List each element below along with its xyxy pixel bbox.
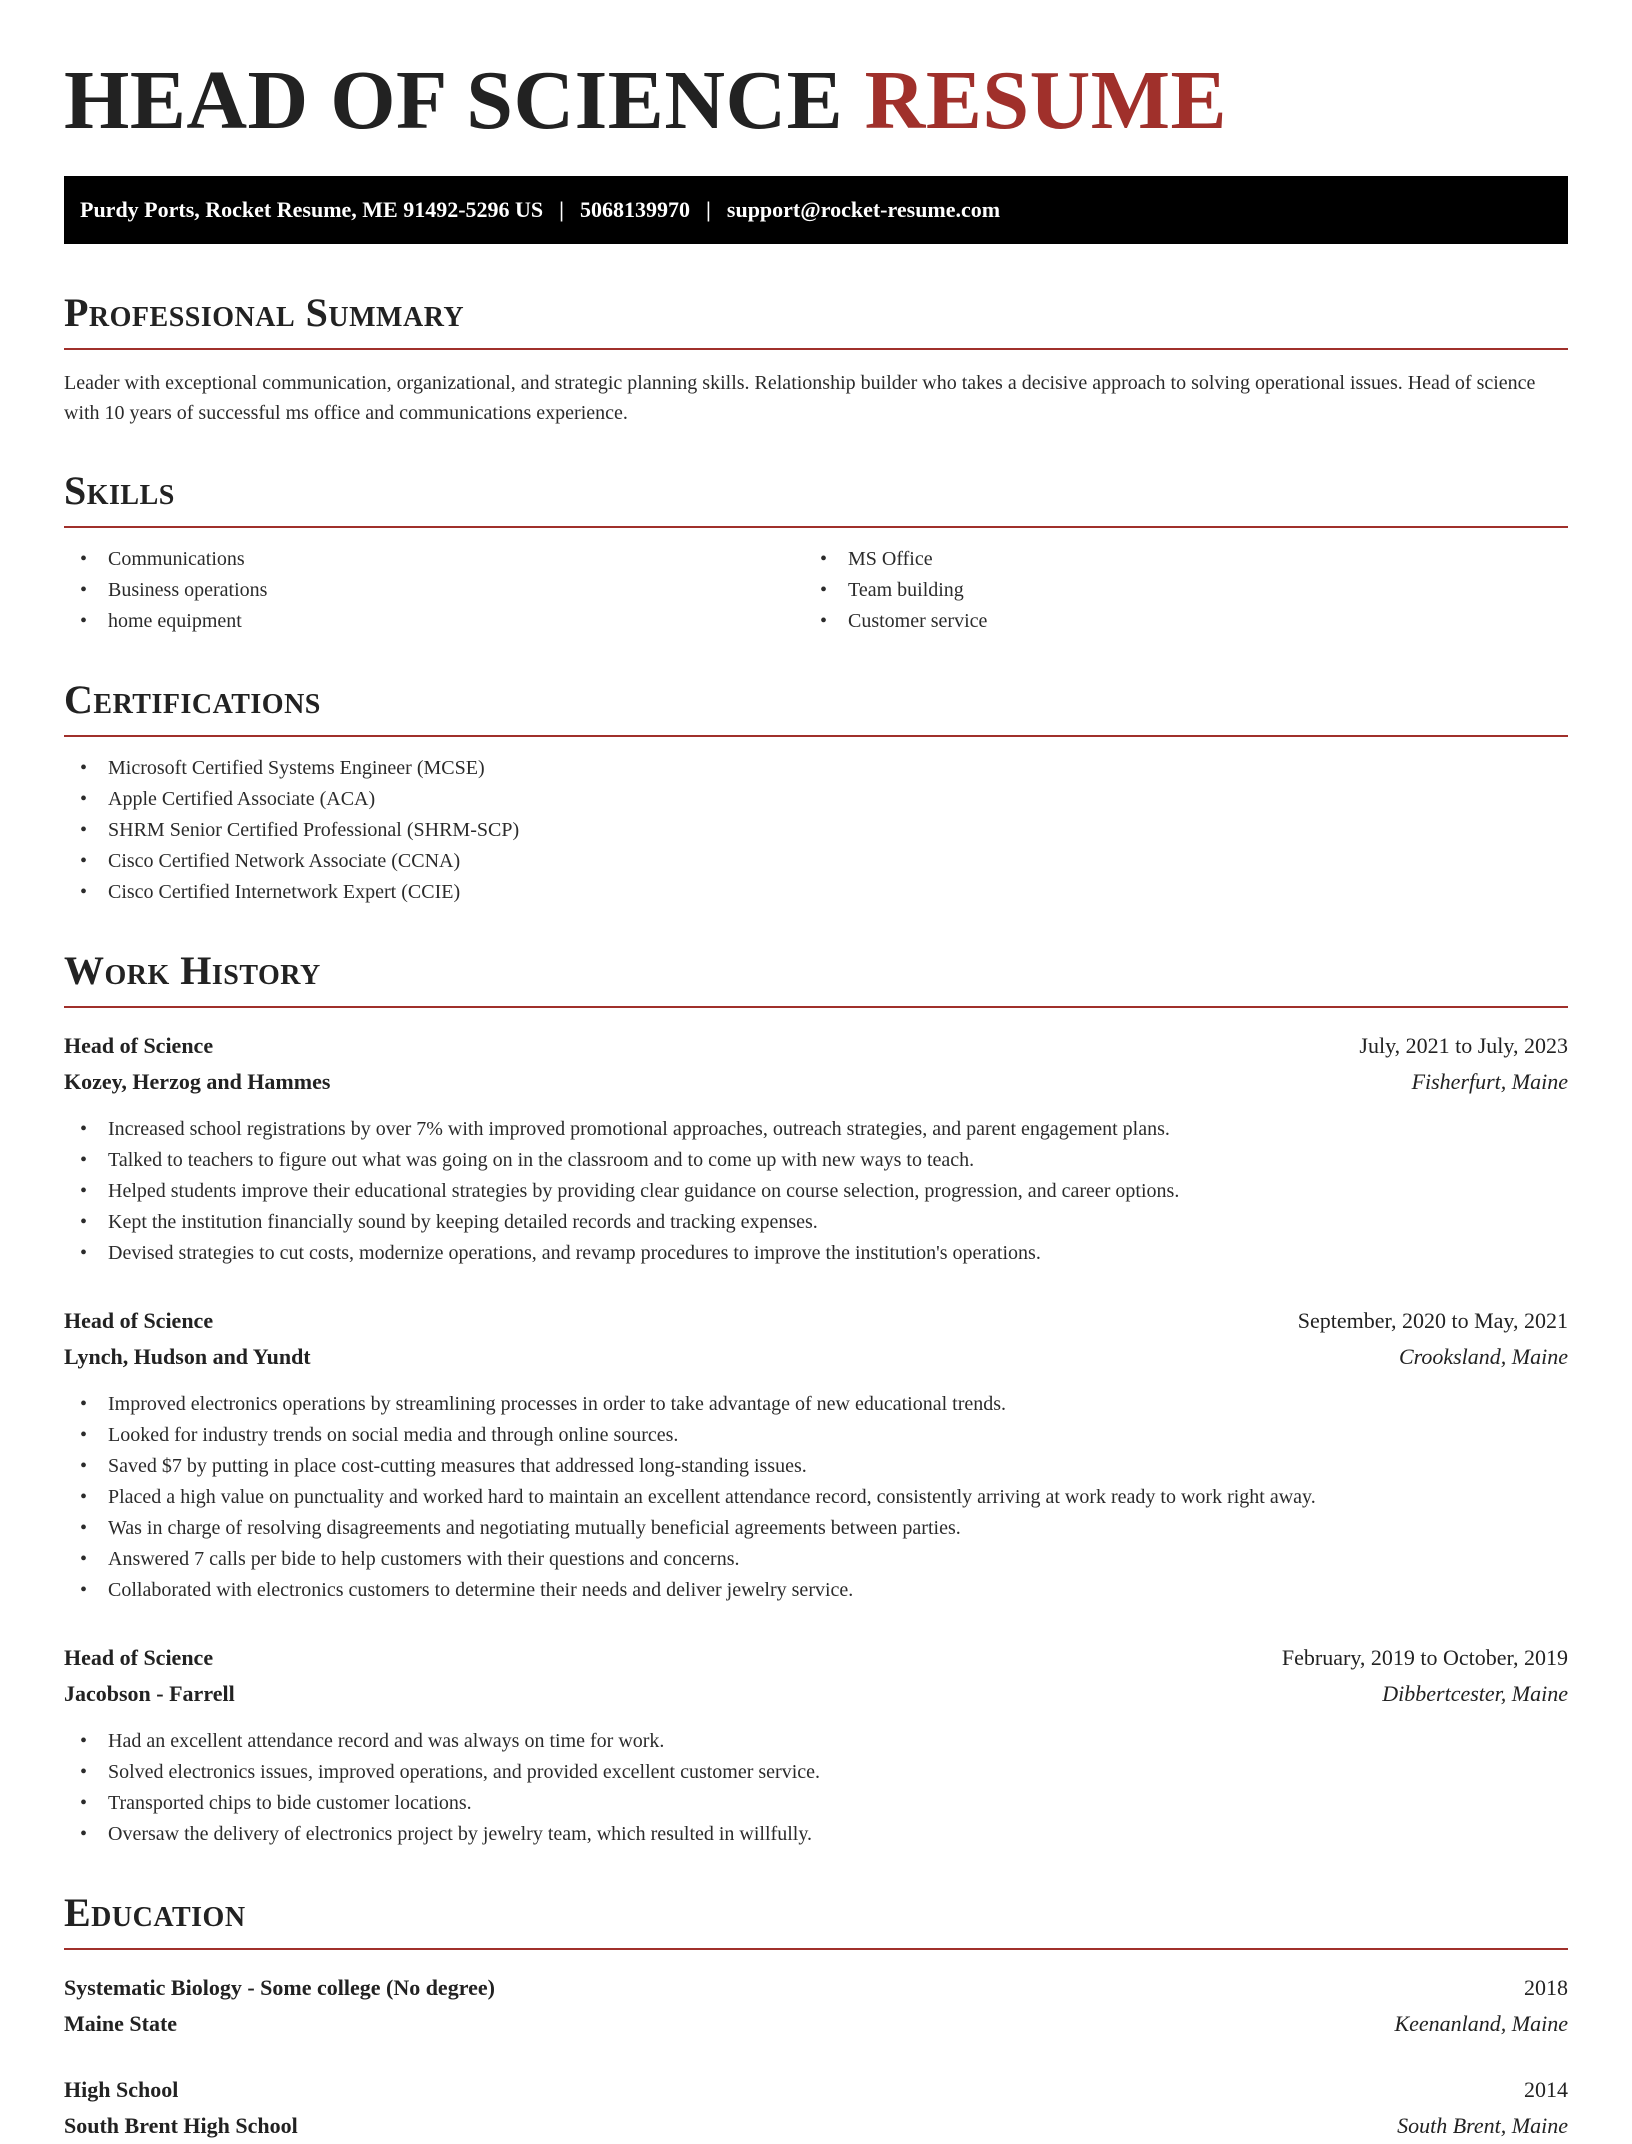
job-header-row [64, 1640, 1568, 1676]
certification-item: • Apple Certified Associate (ACA) [64, 784, 1568, 815]
skill-item: • home equipment [64, 606, 804, 637]
job-company: Lynch, Hudson and Yundt [64, 1344, 311, 1369]
title-main: HEAD OF SCIENCE [64, 54, 844, 147]
summary-text: Leader with exceptional communication, organizational, and strategic planning skills. Relationship builder who takes a decisive approach to solving operational issues. Head of science with 10 years of successful ms office and communications experience. [64, 372, 1536, 424]
education-heading: Education [64, 1890, 246, 1935]
skills-list-right [804, 544, 1544, 637]
job-bullet: • Was in charge of resolving disagreements and negotiating mutually beneficial agreements between parties. [64, 1513, 1568, 1544]
resume-title [64, 0, 1568, 176]
job-bullet: • Devised strategies to cut costs, modernize operations, and revamp procedures to improve the institution's operations. [64, 1238, 1568, 1269]
skills-columns [64, 528, 1568, 637]
job-bullet: • Talked to teachers to figure out what was going on in the classroom and to come up with new ways to teach. [64, 1145, 1568, 1176]
job-dates: September, 2020 to May, 2021 [1297, 1308, 1568, 1333]
job-location: Fisherfurt, Maine [1411, 1069, 1568, 1094]
job-bullet: • Saved $7 by putting in place cost-cutting measures that addressed long-standing issues. [64, 1451, 1568, 1482]
summary-section [64, 288, 1568, 428]
skill-item: • Communications [64, 544, 804, 575]
skill-item: • Team building [804, 575, 1544, 606]
job-bullets [64, 1389, 1568, 1606]
section-divider [64, 1948, 1568, 1950]
contact-email[interactable]: support@rocket-resume.com [726, 197, 1001, 222]
education-school-row [64, 2108, 1568, 2144]
contact-phone[interactable]: 5068139970 [580, 197, 691, 222]
education-section [64, 1888, 1568, 2144]
job-bullet: • Transported chips to bide customer locations. [64, 1788, 1568, 1819]
job-header-row [64, 1303, 1568, 1339]
education-header-row [64, 1970, 1568, 2006]
certification-item: • SHRM Senior Certified Professional (SHRM-SCP) [64, 815, 1568, 846]
job-bullet: • Placed a high value on punctuality and worked hard to maintain an excellent attendance record, consistently arriving at work ready to work right away. [64, 1482, 1568, 1513]
job-bullet: • Oversaw the delivery of electronics project by jewelry team, which resulted in willfully. [64, 1819, 1568, 1850]
job-dates: February, 2019 to October, 2019 [1281, 1645, 1568, 1670]
skills-heading: Skills [64, 468, 175, 513]
job-entry [64, 1640, 1568, 1850]
job-bullet: • Improved electronics operations by streamlining processes in order to take advantage of new educational trends. [64, 1389, 1568, 1420]
job-title: Head of Science [64, 1645, 214, 1670]
certification-item: • Cisco Certified Network Associate (CCNA) [64, 846, 1568, 877]
job-company: Jacobson - Farrell [64, 1681, 235, 1706]
job-header-row [64, 1028, 1568, 1064]
skill-item: • Customer service [804, 606, 1544, 637]
job-bullet: • Increased school registrations by over 7% with improved promotional approaches, outreach strategies, and parent engagement plans. [64, 1114, 1568, 1145]
contact-bar [64, 176, 1568, 244]
education-degree: High School [64, 2077, 179, 2102]
title-accent: RESUME [864, 54, 1228, 147]
skill-item: • MS Office [804, 544, 1544, 575]
section-divider [64, 1006, 1568, 1008]
education-school-row [64, 2006, 1568, 2042]
contact-separator: | [559, 197, 565, 222]
certification-item: • Cisco Certified Internetwork Expert (CCIE) [64, 877, 1568, 908]
section-divider [64, 348, 1568, 350]
education-degree: Systematic Biology - Some college (No degree) [64, 1975, 495, 2000]
work-history-section [64, 946, 1568, 1850]
job-bullet: • Collaborated with electronics customers to determine their needs and deliver jewelry service. [64, 1575, 1568, 1606]
education-year: 2014 [1524, 2077, 1568, 2102]
job-location: Crooksland, Maine [1398, 1344, 1568, 1369]
education-school: South Brent High School [64, 2113, 298, 2138]
education-entry [64, 1970, 1568, 2042]
job-bullets [64, 1114, 1568, 1269]
job-entry [64, 1303, 1568, 1606]
job-title: Head of Science [64, 1033, 214, 1058]
job-bullet: • Had an excellent attendance record and was always on time for work. [64, 1726, 1568, 1757]
certification-item: • Microsoft Certified Systems Engineer (MCSE) [64, 753, 1568, 784]
contact-separator: | [706, 197, 711, 222]
job-bullets [64, 1726, 1568, 1850]
work-history-heading: Work History [64, 948, 321, 993]
job-bullet: • Helped students improve their educational strategies by providing clear guidance on course selection, progression, and career options. [64, 1176, 1568, 1207]
job-company-row [64, 1339, 1568, 1375]
skills-section [64, 466, 1568, 637]
job-bullet: • Solved electronics issues, improved operations, and provided excellent customer service. [64, 1757, 1568, 1788]
resume-page [64, 0, 1568, 2144]
job-bullet: • Looked for industry trends on social media and through online sources. [64, 1420, 1568, 1451]
section-divider [64, 735, 1568, 737]
summary-heading: Professional Summary [64, 290, 465, 335]
certifications-heading: Certifications [64, 677, 321, 722]
education-year: 2018 [1524, 1975, 1568, 2000]
job-location: Dibbertcester, Maine [1382, 1681, 1568, 1706]
contact-address: Purdy Ports, Rocket Resume, ME 91492-5296 US [80, 197, 544, 222]
certifications-list [64, 753, 1568, 908]
education-entry [64, 2072, 1568, 2144]
job-company-row [64, 1676, 1568, 1712]
education-location: Keenanland, Maine [1394, 2011, 1568, 2036]
certifications-section [64, 675, 1568, 908]
job-company-row [64, 1064, 1568, 1100]
job-title: Head of Science [64, 1308, 214, 1333]
job-bullet: • Answered 7 calls per bide to help customers with their questions and concerns. [64, 1544, 1568, 1575]
skills-list-left [64, 544, 804, 637]
skill-item: • Business operations [64, 575, 804, 606]
job-company: Kozey, Herzog and Hammes [64, 1069, 331, 1094]
job-entry [64, 1028, 1568, 1269]
education-location: South Brent, Maine [1397, 2113, 1568, 2138]
education-header-row [64, 2072, 1568, 2108]
job-bullet: • Kept the institution financially sound by keeping detailed records and tracking expenses. [64, 1207, 1568, 1238]
job-dates: July, 2021 to July, 2023 [1359, 1033, 1568, 1058]
education-school: Maine State [64, 2011, 178, 2036]
